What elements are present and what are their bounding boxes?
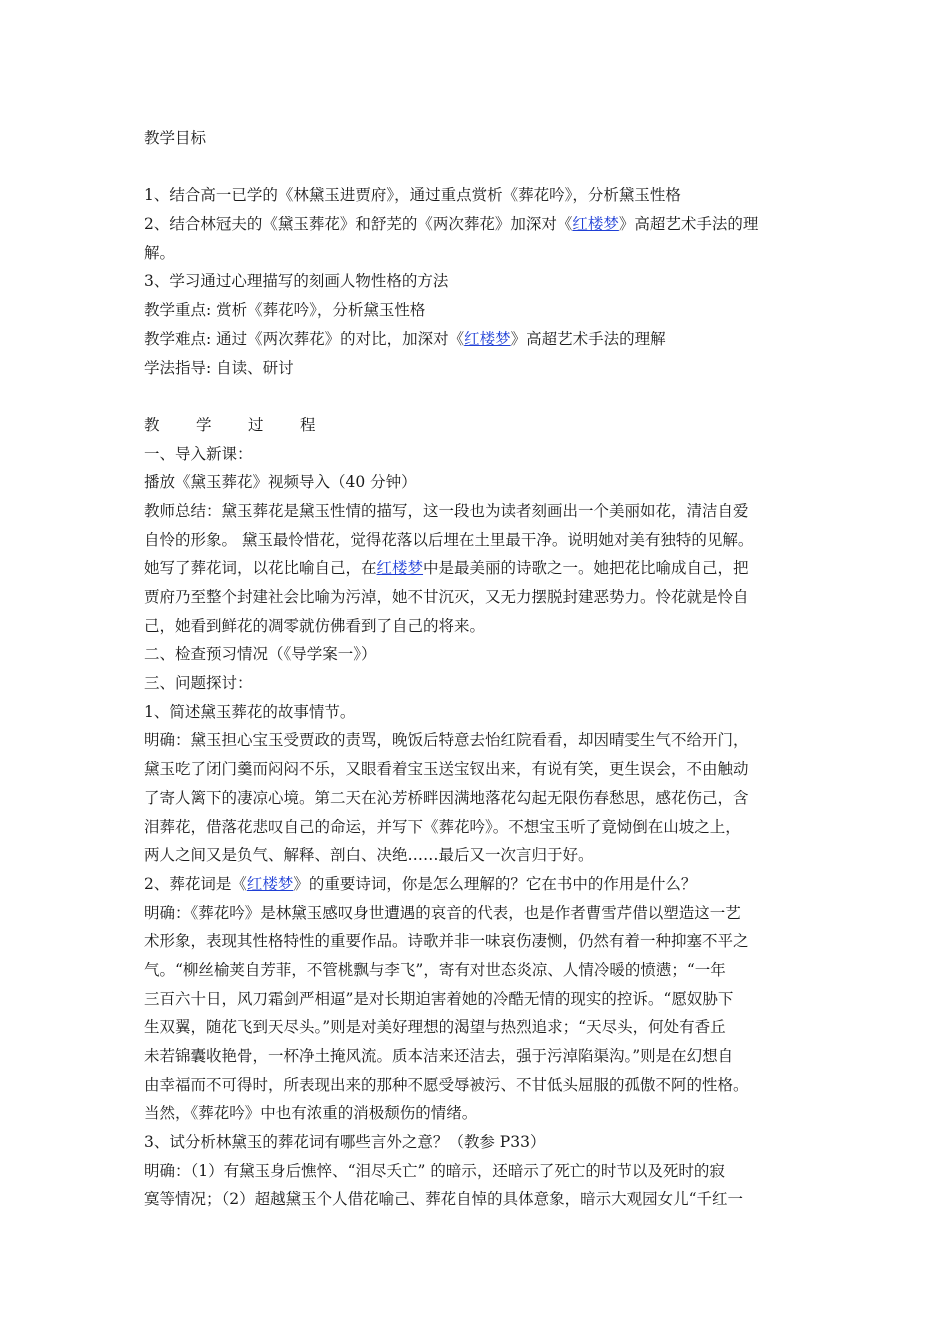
section-1-heading: 一、导入新课： [144,444,253,463]
objective-2-text-end: 》高超艺术手法的理 [618,215,759,234]
study-method: 学法指导: 自读、研讨 [144,358,294,377]
process-char: 过 [248,415,264,434]
teaching-difficulty [144,325,804,354]
document-page [144,124,804,1214]
summary-text-end: 中是最美丽的诗歌之一。她把花比喻成自己，把 [423,559,749,578]
teacher-summary-line: 教师总结：黛玉葬花是黛玉性情的描写，这一段也为读者刻画出一个美丽如花，清洁自爱 [144,501,749,520]
objective-2-continued: 解。 [144,243,176,262]
answer-2-line: 生双翼，随花飞到天尽头。”则是对美好理想的渴望与热烈追求；“天尽头，何处有香丘 [144,1018,726,1037]
teacher-summary-line: 己，她看到鲜花的凋零就仿佛看到了自己的将来。 [144,616,486,635]
process-char: 程 [300,415,316,434]
hongloumeng-link[interactable]: 红楼梦 [376,559,424,578]
objective-1: 1、结合高一已学的《林黛玉进贾府》，通过重点赏析《葬花吟》，分析黛玉性格 [144,186,681,205]
section-1-video: 播放《黛玉葬花》视频导入（40 分钟） [144,473,417,492]
answer-1-line: 黛玉吃了闭门羹而闷闷不乐，又眼看着宝玉送宝钗出来，有说有笑，更生误会，不由触动 [144,760,749,779]
difficulty-text: 教学难点: 通过《两次葬花》的对比，加深对《 [144,329,465,348]
answer-1-line: 明确：黛玉担心宝玉受贾政的责骂，晚饭后特意去怡红院看看，却因晴雯生气不给开门， [144,731,749,750]
teacher-summary-line [144,554,804,583]
answer-3-line: 寞等情况；（2）超越黛玉个人借花喻己、葬花自悼的具体意象，暗示大观园女儿“千红一 [144,1190,744,1209]
heading-teaching-objectives: 教学目标 [144,129,207,147]
answer-2-line: 未若锦囊收艳骨，一杯净土掩风流。质本洁来还洁去，强于污淖陷渠沟。”则是在幻想自 [144,1047,734,1065]
objective-2-text: 2、结合林冠夫的《黛玉葬花》和舒芜的《两次葬花》加深对《 [144,215,573,234]
teacher-summary-line: 贾府乃至整个封建社会比喻为污淖，她不甘沉灭，又无力摆脱封建恶势力。怜花就是怜自 [144,588,749,606]
hongloumeng-link[interactable]: 红楼梦 [464,329,511,348]
objective-3: 3、学习通过心理描写的刻画人物性格的方法 [144,272,449,291]
blank-line [144,382,804,411]
question-2-text-end: 》的重要诗词，你是怎么理解的？它在书中的作用是什么？ [293,874,697,893]
difficulty-text-end: 》高超艺术手法的理解 [510,329,666,348]
question-1: 1、简述黛玉葬花的故事情节。 [144,702,356,721]
question-3: 3、试分析林黛玉的葬花词有哪些言外之意？（教参 P33） [144,1133,546,1152]
hongloumeng-link[interactable]: 红楼梦 [246,874,294,893]
process-char: 学 [196,415,212,434]
answer-1-line: 两人之间又是负气、解释、剖白、决绝……最后又一次言归于好。 [144,846,594,865]
summary-text: 她写了葬花词，以花比喻自己，在 [144,559,377,578]
teacher-summary-line: 自怜的形象。 黛玉最怜惜花，觉得花落以后埋在土里最干净。说明她对美有独特的见解。 [144,530,754,549]
answer-2-line: 当然，《葬花吟》中也有浓重的消极颓伤的情绪。 [144,1104,478,1123]
answer-2-line: 三百六十日，风刀霜剑严相逼”是对长期迫害着她的冷酷无情的现实的控诉。“愿奴胁下 [144,989,734,1008]
answer-3-line: 明确：（1）有黛玉身后憔悴、“泪尽夭亡” 的暗示，还暗示了死亡的时节以及死时的寂 [144,1161,725,1180]
answer-1-line: 了寄人篱下的凄凉心境。第二天在沁芳桥畔因满地落花勾起无限伤春愁思，感花伤己，含 [144,788,749,807]
answer-2-line: 由幸福而不可得时，所表现出来的那种不愿受辱被污、不甘低头屈服的孤傲不阿的性格。 [144,1075,749,1094]
section-2-heading: 二、检查预习情况（《导学案一》） [144,645,377,664]
answer-1-line: 泪葬花，借落花悲叹自己的命运，并写下《葬花吟》。不想宝玉听了竟恸倒在山坡之上， [144,817,741,836]
section-3-heading: 三、问题探讨： [144,674,253,693]
objective-2 [144,210,804,239]
heading-teaching-process [144,411,804,440]
hongloumeng-link[interactable]: 红楼梦 [572,215,619,234]
question-2 [144,870,804,899]
blank-line [144,153,804,182]
teaching-key-point: 教学重点: 赏析《葬花吟》，分析黛玉性格 [144,301,426,320]
process-char: 教 [144,415,160,434]
answer-2-line: 术形象，表现其性格特性的重要作品。诗歌并非一味哀伤凄恻，仍然有着一种抑塞不平之 [144,932,749,951]
answer-2-line: 明确：《葬花吟》是林黛玉感叹身世遭遇的哀音的代表，也是作者曹雪芹借以塑造这一艺 [144,903,741,922]
question-2-text: 2、葬花词是《 [144,874,247,893]
answer-2-line: 气。“柳丝榆荚自芳菲，不管桃飘与李飞”，寄有对世态炎凉、人情冷暖的愤懑；“一年 [144,960,726,979]
